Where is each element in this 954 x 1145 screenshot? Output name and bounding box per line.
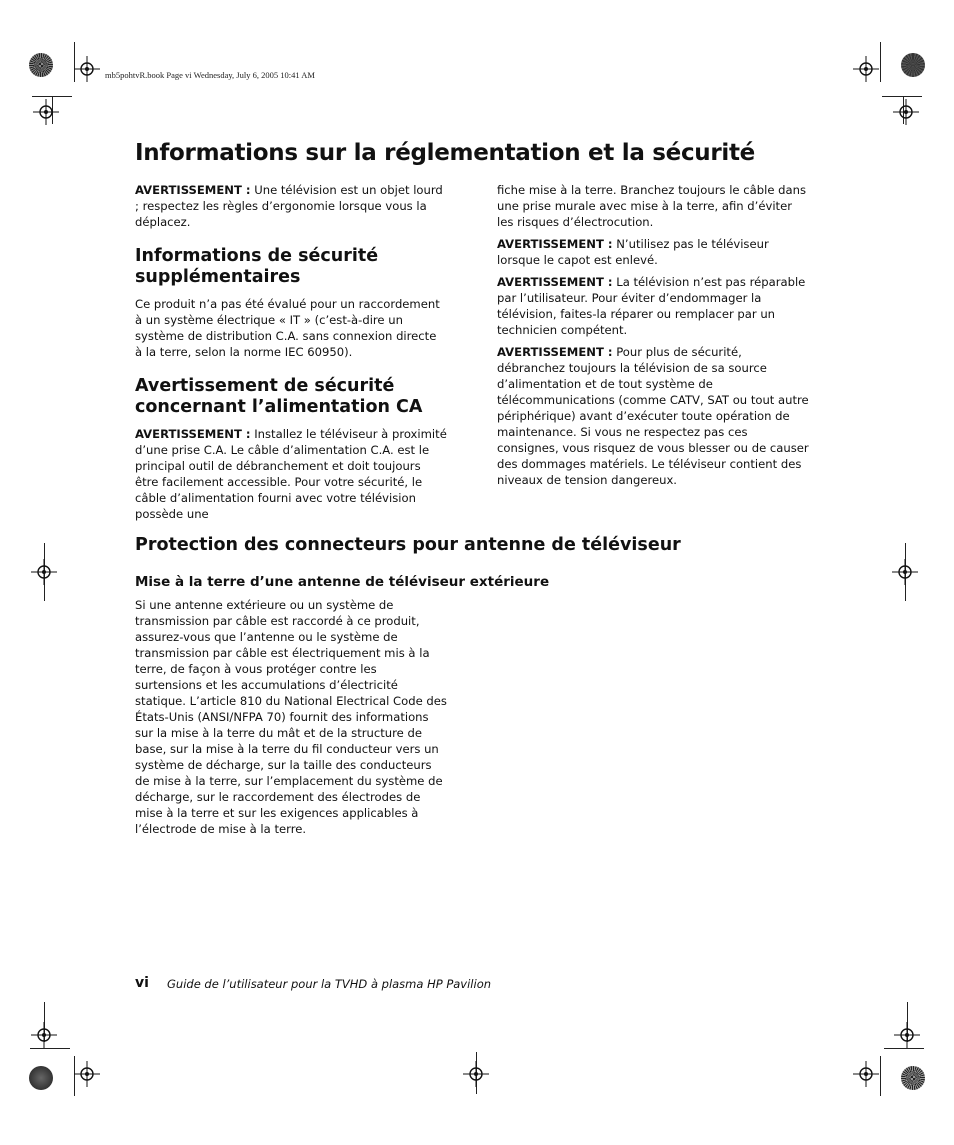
- crop-line: [30, 1048, 70, 1049]
- section-warning: [135, 426, 447, 522]
- warning-label: AVERTISSEMENT :: [135, 427, 251, 441]
- crop-line: [880, 1056, 881, 1096]
- registration-mark-icon: [893, 99, 919, 125]
- warning-label: AVERTISSEMENT :: [135, 183, 251, 197]
- registration-mark-icon: [74, 56, 100, 82]
- crop-line: [884, 1048, 924, 1049]
- continued-text: fiche mise à la terre. Branchez toujours le câble dans une prise murale avec mise à la terre, afin d’éviter les risques d’électrocution.: [497, 183, 806, 229]
- warning-paragraph: [497, 344, 809, 488]
- registration-mark-icon: [31, 559, 57, 585]
- registration-mark-icon: [33, 99, 59, 125]
- registration-mark-icon: [463, 1061, 489, 1087]
- registration-mark-icon: [31, 1022, 57, 1048]
- print-slug: mb5pohtvR.book Page vi Wednesday, July 6, 2005 10:41 AM: [105, 70, 315, 80]
- warning-text: Installez le téléviseur à proximité d’une prise C.A. Le câble d’alimentation C.A. est le principal outil de débranchement et doit toujours être facilement accessible. Pour votre sécurité, le câble d’alimentation fourni avec votre télévision possède une: [135, 427, 447, 521]
- page-title: Informations sur la réglementation et la sécurité: [135, 140, 755, 166]
- registration-mark-icon: [853, 1061, 879, 1087]
- registration-mark-icon: [894, 1022, 920, 1048]
- color-bar-rose-icon: [901, 53, 925, 77]
- page-number: vi: [135, 975, 149, 991]
- warning-text: Pour plus de sécurité, débranchez toujours la télévision de sa source d’alimentation et de tout système de télécommunications (comme CATV, SAT ou tout autre périphérique) avant d’exécuter toute opération de maintenance. Si vous ne respectez pas ces consignes, vous risquez de vous blesser ou de causer des dommages matériels. Le téléviseur contient des niveaux de tension dangereux.: [497, 345, 809, 487]
- section-heading: Informations de sécurité supplémentaires: [135, 246, 379, 287]
- crop-line: [880, 42, 881, 82]
- color-bar-rose-icon: [29, 53, 53, 77]
- right-column: [497, 182, 809, 498]
- warning-text: N’utilisez pas le téléviseur lorsque le capot est enlevé.: [497, 237, 769, 267]
- warning-paragraph: [497, 236, 809, 268]
- running-footer: Guide de l’utilisateur pour la TVHD à plasma HP Pavilion: [167, 977, 492, 991]
- warning-label: AVERTISSEMENT :: [497, 275, 613, 289]
- color-bar-rose-icon: [29, 1066, 53, 1090]
- crop-line: [882, 96, 922, 97]
- warning-label: AVERTISSEMENT :: [497, 345, 613, 359]
- registration-mark-icon: [74, 1061, 100, 1087]
- registration-mark-icon: [892, 559, 918, 585]
- left-column: [135, 182, 447, 532]
- section-body: Ce produit n’a pas été évalué pour un raccordement à un système électrique « IT » (c’est-à-dire un système de distribution C.A. sans connexion directe à la terre, selon la norme IEC 60950).: [135, 297, 440, 359]
- warning-label: AVERTISSEMENT :: [497, 237, 613, 251]
- color-bar-rose-icon: [901, 1066, 925, 1090]
- subsection-heading: Mise à la terre d’une antenne de téléviseur extérieure: [135, 574, 550, 590]
- warning-paragraph: [497, 274, 809, 338]
- intro-warning: [135, 182, 447, 230]
- section-heading: Protection des connecteurs pour antenne de téléviseur: [135, 535, 681, 555]
- section-heading: Avertissement de sécurité concernant l’alimentation CA: [135, 376, 423, 417]
- section-body: Si une antenne extérieure ou un système de transmission par câble est raccordé à ce produit, assurez-vous que l’antenne ou le système de transmission par câble est électriquement mis à la terre, de façon à vous protéger contre les surtensions et les accumulations d’électricité statique. L’article 810 du National Electrical Code des États-Unis (ANSI/NFPA 70) fournit des informations sur la mise à la terre du mât et de la structure de base, sur la mise à la terre du fil conducteur vers un système de décharge, sur la taille des conducteurs de mise à la terre, sur l’emplacement du système de décharge, sur le raccordement des électrodes de mise à la terre et sur les exigences applicables à l’électrode de mise à la terre.: [135, 598, 447, 836]
- warning-text: Une télévision est un objet lourd ; respectez les règles d’ergonomie lorsque vous la déplacez.: [135, 183, 443, 229]
- warning-text: La télévision n’est pas réparable par l’utilisateur. Pour éviter d’endommager la télévision, faites-la réparer ou remplacer par un technicien compétent.: [497, 275, 806, 337]
- registration-mark-icon: [853, 56, 879, 82]
